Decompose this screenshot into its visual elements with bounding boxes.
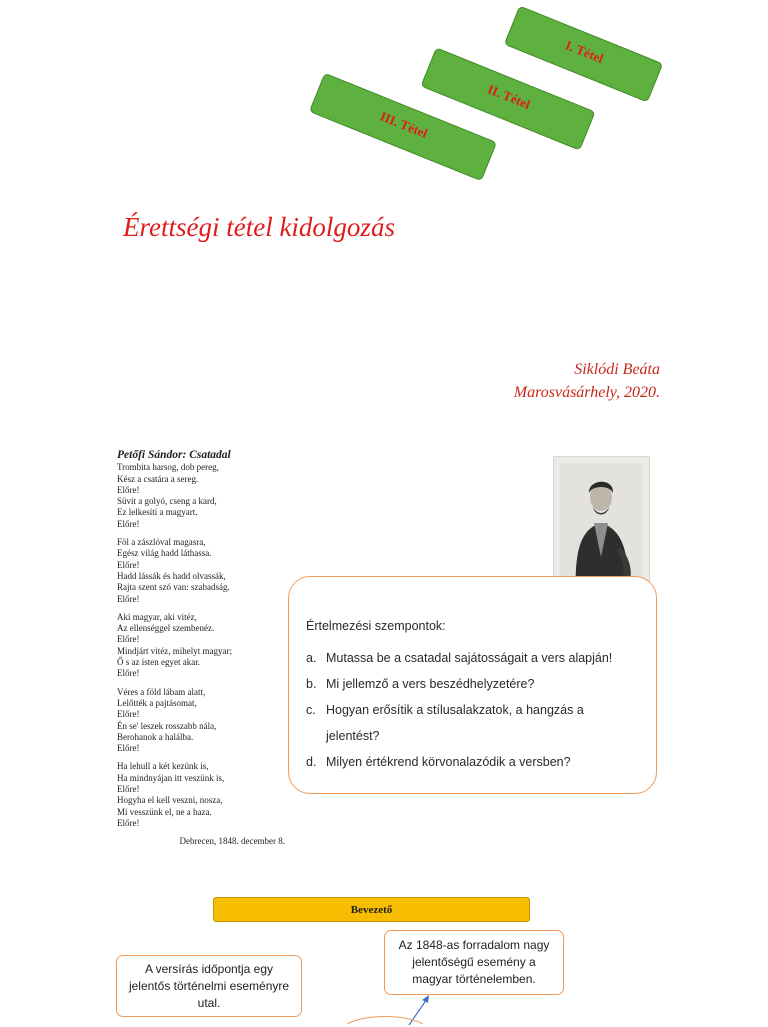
question-item: [306, 645, 646, 671]
poem-line: Előre!: [117, 484, 140, 495]
poem-line: Előre!: [117, 784, 140, 795]
poem-line: Ő s az isten egyet akar.: [117, 657, 200, 668]
author-name: Siklódi Beáta: [574, 361, 660, 378]
author-place-year: Marosvásárhely, 2020.: [513, 384, 660, 401]
poem-line: Előre!: [117, 559, 140, 570]
note-text: A versírás időpontja egy jelentős történelmi eseményre utal.: [128, 961, 290, 1010]
question-letter: b.: [306, 677, 317, 691]
question-letter: a.: [306, 651, 317, 665]
questions-title: Értelmezési szempontok:: [306, 619, 446, 633]
poem-stanza: [117, 537, 297, 605]
question-text: Hogyan erősítik a stílusalakzatok, a hangzás a jelentést?: [326, 703, 584, 743]
poem-line: Előre!: [117, 518, 140, 529]
poem-stanzas: [117, 462, 297, 829]
poem-date: Debrecen, 1848. december 8.: [179, 836, 285, 847]
questions-list: [306, 645, 646, 775]
tab-label: I. Tétel: [563, 37, 606, 67]
poem-line: Az ellenséggel szembenéz.: [117, 623, 215, 634]
poem-stanza: [117, 612, 297, 680]
poem-line: Mindjárt vitéz, mihelyt magyar;: [117, 645, 232, 656]
poem-line: Lelőtték a pajtásomat,: [117, 697, 197, 708]
question-letter: d.: [306, 755, 317, 769]
poem-line: Egész világ hadd láthassa.: [117, 548, 212, 559]
poem-line: Hadd lássák és hadd olvassák,: [117, 570, 226, 581]
note-box-1848: [384, 930, 564, 995]
poem-line: Mi vesszünk el, ne a haza.: [117, 806, 212, 817]
poem-line: Ez lelkesíti a magyart.: [117, 507, 198, 518]
poem-stanza: [117, 761, 297, 829]
poem-stanza: [117, 687, 297, 755]
curve-connector: [345, 1015, 425, 1024]
poem-line: Föl a zászlóval magasra,: [117, 537, 206, 548]
question-text: Mutassa be a csatadal sajátosságait a vers alapján!: [326, 651, 613, 665]
poem-line: Aki magyar, aki vitéz,: [117, 611, 197, 622]
poem-line: Ha mindnyájan itt veszünk is,: [117, 772, 225, 783]
section-header-bevezeto[interactable]: Bevezető: [213, 897, 530, 922]
note-text: Az 1848-as forradalom nagy jelentőségű esemény a magyar történelemben.: [398, 938, 550, 986]
poem-line: Trombita harsog, dob pereg,: [117, 462, 219, 473]
tab-label: II. Tétel: [485, 81, 533, 112]
curve-line: [347, 1017, 423, 1025]
question-text: Mi jellemző a vers beszédhelyzetére?: [326, 677, 535, 691]
tab-label: III. Tétel: [378, 108, 430, 141]
poem-line: Előre!: [117, 709, 140, 720]
poem-line: Süvít a golyó, cseng a kard,: [117, 496, 217, 507]
question-item: [306, 697, 646, 749]
poem: [117, 450, 297, 848]
question-item: [306, 749, 646, 775]
poem-line: Véres a föld lábam alatt,: [117, 686, 206, 697]
poem-line: Előre!: [117, 668, 140, 679]
poem-line: Előre!: [117, 743, 140, 754]
poem-line: Előre!: [117, 634, 140, 645]
questions-box: [288, 576, 657, 794]
poem-line: Ha lehull a két kezünk is,: [117, 761, 209, 772]
poem-line: Előre!: [117, 817, 140, 828]
poem-line: Berohanok a halálba.: [117, 731, 194, 742]
question-letter: c.: [306, 703, 316, 717]
poem-stanza: [117, 462, 297, 530]
page-title: Érettségi tétel kidolgozás: [123, 212, 395, 242]
question-item: [306, 671, 646, 697]
author-block: [514, 358, 660, 404]
note-box-versiras: [116, 955, 302, 1017]
poem-line: Kész a csatára a sereg.: [117, 473, 199, 484]
poem-line: Rajta szent szó van: szabadság.: [117, 582, 230, 593]
question-text: Milyen értékrend körvonalazódik a versben?: [326, 755, 571, 769]
poem-line: Előre!: [117, 593, 140, 604]
poem-line: Én se' leszek rosszabb nála,: [117, 720, 217, 731]
poem-line: Hogyha el kell veszni, nosza,: [117, 795, 223, 806]
poem-title: Petőfi Sándor: Csatadal: [117, 449, 231, 461]
